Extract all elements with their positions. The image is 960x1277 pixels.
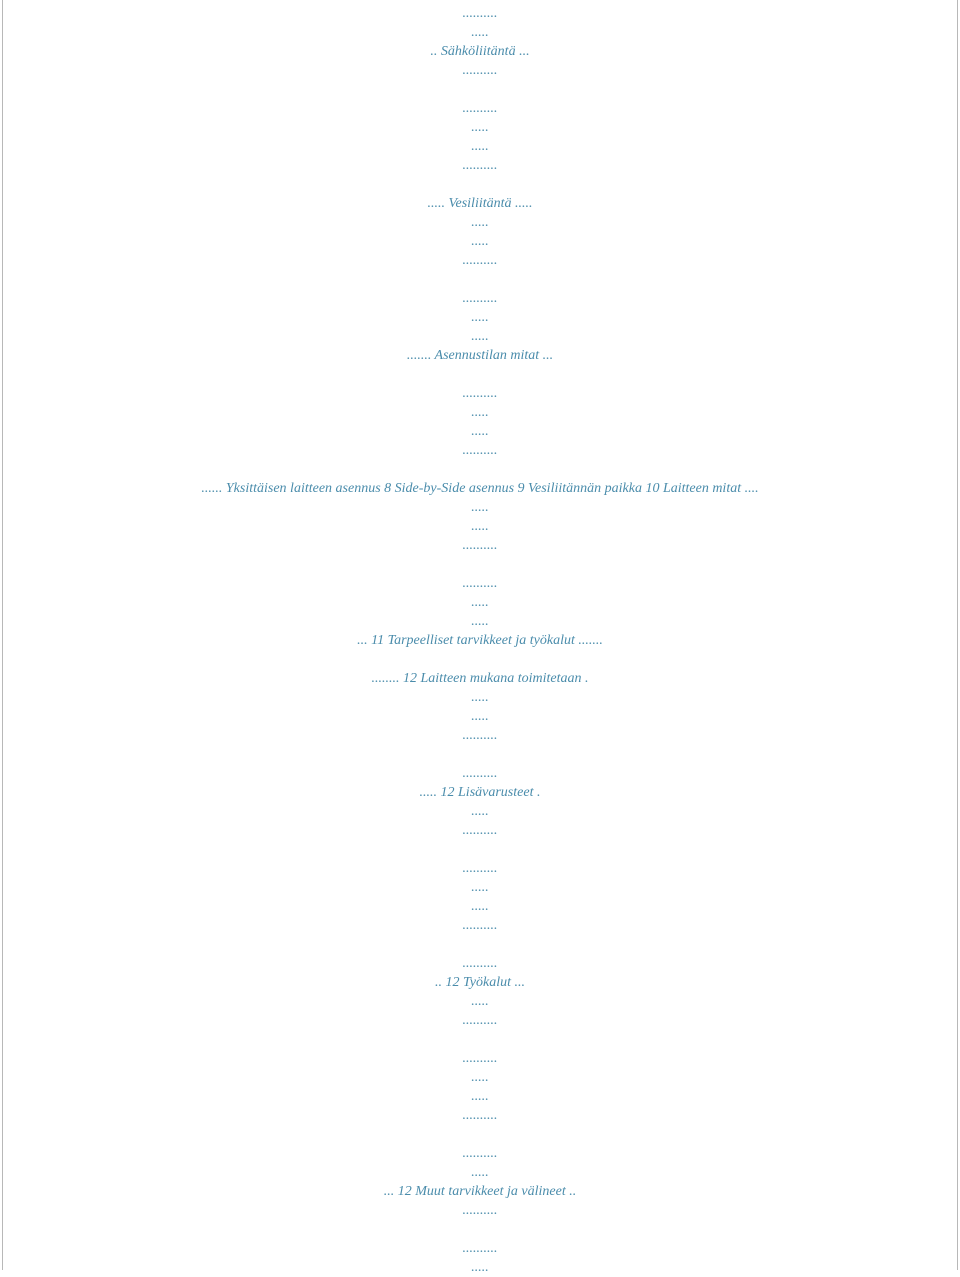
toc-leader-dots: .......... bbox=[462, 918, 498, 933]
toc-leader-dots: ..... bbox=[471, 614, 489, 629]
toc-leader-dots: ..... bbox=[471, 804, 489, 819]
toc-leader-dots: .......... bbox=[462, 576, 498, 591]
toc-entry: ... 12 Muut tarvikkeet ja välineet .. bbox=[383, 1184, 577, 1199]
toc-leader-dots: ..... bbox=[471, 424, 489, 439]
toc-leader-dots: .......... bbox=[462, 861, 498, 876]
toc-leader-dots: .......... bbox=[462, 1013, 498, 1028]
toc-leader-dots: .......... bbox=[462, 386, 498, 401]
toc-entry: .. 12 Työkalut ... bbox=[435, 975, 525, 990]
toc-leader-dots: ..... bbox=[471, 709, 489, 724]
toc-leader-dots: .......... bbox=[462, 6, 498, 21]
toc-leader-dots: .......... bbox=[462, 158, 498, 173]
toc-leader-dots: ..... bbox=[471, 1089, 489, 1104]
toc-leader-dots: ..... bbox=[471, 234, 489, 249]
toc-leader-dots: .......... bbox=[462, 766, 498, 781]
toc-leader-dots: ..... bbox=[471, 139, 489, 154]
toc-leader-dots: ..... bbox=[471, 405, 489, 420]
toc-leader-dots: ..... bbox=[471, 994, 489, 1009]
toc-entry: ..... 12 Lisävarusteet . bbox=[419, 785, 541, 800]
toc-leader-dots: ..... bbox=[471, 1070, 489, 1085]
toc-leader-dots: .......... bbox=[462, 1108, 498, 1123]
toc-leader-dots: ..... bbox=[471, 120, 489, 135]
toc-leader-dots: ..... bbox=[471, 329, 489, 344]
toc-leader-dots: ..... bbox=[471, 595, 489, 610]
toc-leader-dots: .......... bbox=[462, 443, 498, 458]
toc-entry: ... 11 Tarpeelliset tarvikkeet ja työkalut ....... bbox=[357, 633, 603, 648]
toc-leader-dots: .......... bbox=[462, 1241, 498, 1256]
toc-leader-dots: ..... bbox=[471, 880, 489, 895]
toc-leader-dots: .......... bbox=[462, 538, 498, 553]
toc-leader-dots: .......... bbox=[462, 101, 498, 116]
toc-leader-dots: .......... bbox=[462, 728, 498, 743]
toc-leader-dots: ..... bbox=[471, 310, 489, 325]
toc-leader-dots: .......... bbox=[462, 253, 498, 268]
toc-entry: .. Sähköliitäntä ... bbox=[430, 44, 530, 59]
toc-leader-dots: .......... bbox=[462, 63, 498, 78]
toc-leader-dots: .......... bbox=[462, 823, 498, 838]
toc-entry: ...... Yksittäisen laitteen asennus 8 Side-by-Side asennus 9 Vesiliitännän paikka 10 Laitteen mitat .... bbox=[201, 481, 759, 496]
toc-entry: ........ 12 Laitteen mukana toimitetaan . bbox=[371, 671, 589, 686]
toc-entry: ....... Asennustilan mitat ... bbox=[406, 348, 554, 363]
toc-leader-dots: ..... bbox=[471, 25, 489, 40]
toc-leader-dots: ..... bbox=[471, 899, 489, 914]
toc-leader-dots: .......... bbox=[462, 1051, 498, 1066]
toc-entry: ..... Vesiliitäntä ..... bbox=[427, 196, 533, 211]
toc-leader-dots: .......... bbox=[462, 956, 498, 971]
toc-leader-dots: ..... bbox=[471, 1260, 489, 1275]
toc-leader-dots: ..... bbox=[471, 519, 489, 534]
toc-leader-dots: ..... bbox=[471, 1165, 489, 1180]
toc-leader-dots: ..... bbox=[471, 690, 489, 705]
toc-leader-dots: ..... bbox=[471, 500, 489, 515]
toc-leader-dots: .......... bbox=[462, 291, 498, 306]
toc-leader-dots: .......... bbox=[462, 1203, 498, 1218]
toc-leader-dots: .......... bbox=[462, 1146, 498, 1161]
toc-leader-dots: ..... bbox=[471, 215, 489, 230]
